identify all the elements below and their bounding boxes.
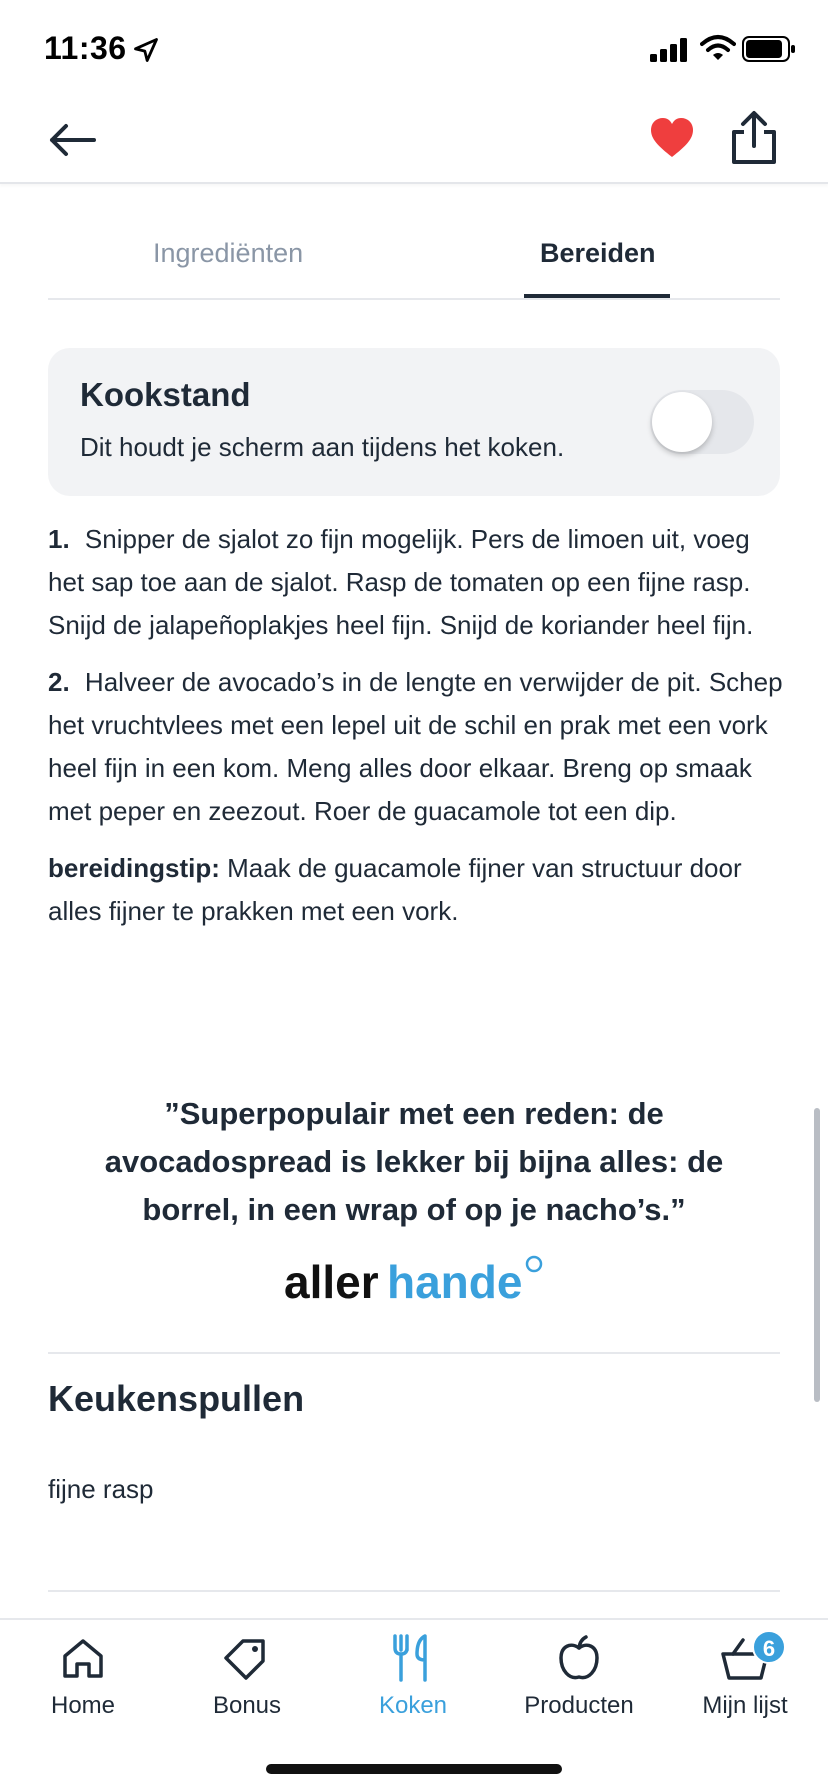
active-tab-indicator — [524, 294, 670, 298]
nav-bonus[interactable] — [164, 1632, 330, 1742]
home-indicator — [266, 1764, 562, 1774]
recipe-tabs — [48, 216, 780, 300]
cook-mode-title: Kookstand — [80, 376, 251, 413]
nav-mijn-lijst[interactable] — [662, 1632, 828, 1742]
nav-producten[interactable] — [496, 1632, 662, 1742]
heart-icon[interactable] — [648, 114, 696, 162]
back-arrow-icon[interactable] — [44, 116, 100, 164]
apple-icon — [553, 1632, 605, 1684]
tip-label: bereidingstip: — [48, 853, 220, 883]
step-item — [48, 661, 784, 833]
logo-part-hande: hande — [387, 1256, 523, 1308]
wifi-icon — [700, 34, 736, 62]
share-icon[interactable] — [730, 110, 778, 166]
step-text: Snipper de sjalot zo fijn mogelijk. Pers de limoen uit, voeg het sap toe aan de sjalot. Rasp de tomaten op een fijne rasp. Snijd de jalapeñoplakjes heel fijn. Snijd de koriander heel fijn. — [48, 524, 754, 640]
step-number: 2. — [48, 667, 70, 697]
step-number: 1. — [48, 524, 70, 554]
battery-icon — [742, 36, 796, 62]
nav-producten-label: Producten — [524, 1692, 634, 1719]
step-text: Halveer de avocado’s in de lengte en verwijder de pit. Schep het vruchtvlees met een lepel uit de schil en prak met een vork heel fijn in een kom. Meng alles door elkaar. Breng op smaak met peper en zeezout. Roer de guacamole tot een dip. — [48, 667, 783, 826]
section-divider — [48, 1352, 780, 1354]
nav-bonus-label: Bonus — [212, 1692, 282, 1719]
nav-mijn-lijst-label: Mijn lijst — [702, 1692, 788, 1719]
preparation-tip — [48, 847, 784, 933]
section-divider — [48, 1590, 780, 1592]
kitchen-tools-title: Keukenspullen — [48, 1378, 305, 1419]
top-navigation — [0, 96, 828, 184]
preparation-steps — [48, 518, 784, 947]
home-icon — [57, 1632, 109, 1684]
nav-koken[interactable] — [330, 1632, 496, 1742]
nav-home[interactable] — [0, 1632, 166, 1742]
allerhande-logo — [284, 1254, 544, 1310]
signal-icon — [650, 38, 690, 62]
tab-ingredients[interactable]: Ingrediënten — [153, 238, 304, 268]
kitchen-tool-item: fijne rasp — [48, 1474, 154, 1504]
basket-count-badge: 6 — [752, 1630, 786, 1664]
status-time: 11:36 — [44, 30, 127, 66]
logo-part-aller: aller — [284, 1256, 379, 1308]
scrollbar[interactable] — [814, 1108, 820, 1402]
nav-koken-label: Koken — [378, 1692, 448, 1719]
tab-prepare[interactable]: Bereiden — [540, 238, 656, 268]
location-arrow-icon — [132, 36, 160, 64]
status-bar — [0, 0, 828, 96]
cutlery-icon — [387, 1632, 439, 1684]
nav-home-label: Home — [50, 1692, 116, 1719]
tip-text: Maak de guacamole fijner van structuur door alles fijner te prakken met een vork. — [48, 853, 742, 926]
toggle-knob — [652, 392, 712, 452]
step-item — [48, 518, 784, 647]
cook-mode-toggle[interactable] — [650, 390, 754, 454]
cook-mode-description: Dit houdt je scherm aan tijdens het koken. — [80, 432, 565, 462]
recipe-quote: ”Superpopulair met een reden: de avocadospread is lekker bij bijna alles: de borrel, in een wrap of op je nacho’s.” — [104, 1096, 724, 1227]
cook-mode-card — [48, 348, 780, 496]
bonus-tag-icon — [221, 1632, 273, 1684]
